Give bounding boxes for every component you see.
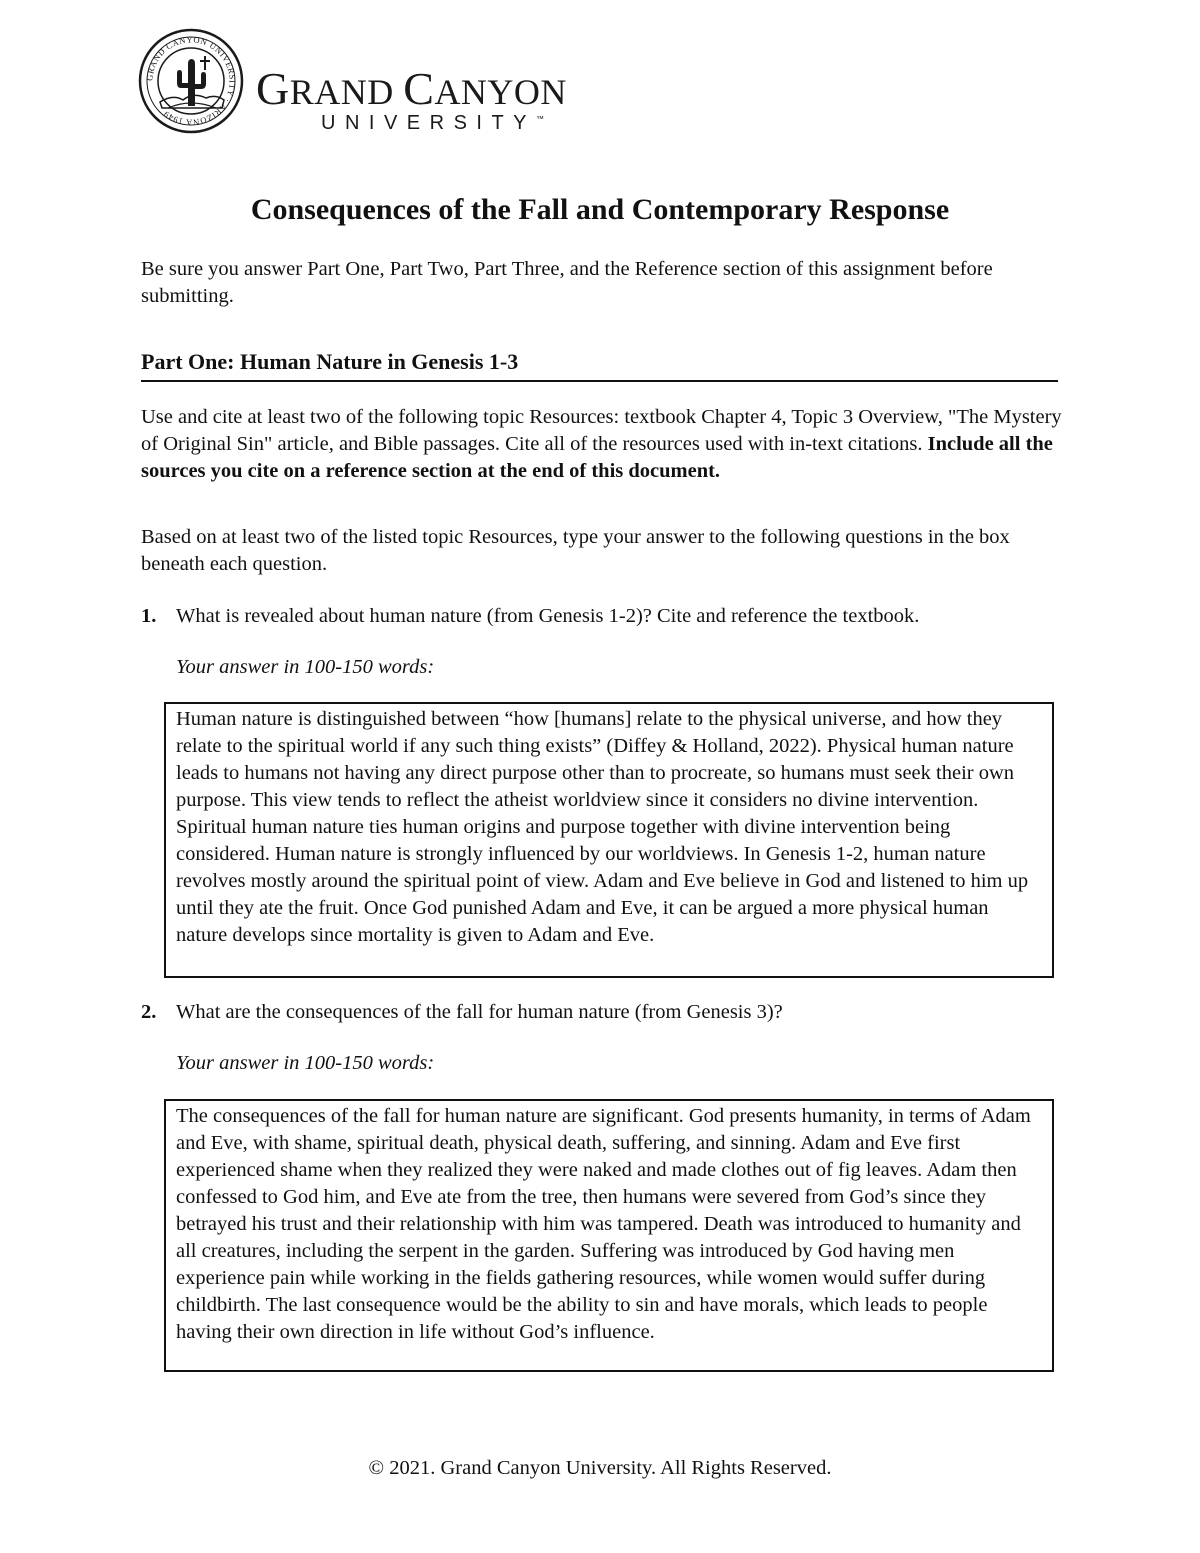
seal-text: GRAND CANYON UNIVERSITY · ARIZONA 1949	[144, 34, 238, 128]
university-subtitle: UNIVERSITY™	[321, 112, 545, 134]
university-logo	[138, 28, 618, 134]
document-title: Consequences of the Fall and Contemporary Response	[250, 193, 950, 226]
university-name: GRAND CANYON	[256, 63, 567, 114]
answer-prompt: Your answer in 100-150 words:	[176, 1052, 435, 1074]
answer-box[interactable]: The consequences of the fall for human nature are significant. God presents humanity, in terms of Adam and Eve, with shame, spiritual death, physical death, suffering, and sinning. Adam and Eve first experienced shame when they realized they were naked and made clothes out of fig leaves. Adam then confessed to God him, and Eve ate from the tree, then humans were severed from God’s since they betrayed his trust and their relationship with him was tampered. Death was introduced to humanity and all creatures, including the serpent in the garden. Suffering was introduced by God having men experience pain while working in the fields gathering resources, while women would suffer during childbirth. The last consequence would be the ability to sin and have morals, which leads to people having their own direction in life without God’s influence.	[164, 1099, 1054, 1372]
part-one-heading: Part One: Human Nature in Genesis 1-3	[141, 348, 1058, 382]
question-number: 1.	[141, 605, 157, 627]
question-text: What are the consequences of the fall for human nature (from Genesis 3)?	[176, 1001, 783, 1023]
question-number: 2.	[141, 1001, 157, 1023]
part-one-intro-text: Use and cite at least two of the following topic Resources: textbook Chapter 4, Topic 3 Overview, "The Mystery of Original Sin" article, and Bible passages. Cite all of the resources used with in-text citations.	[141, 406, 1062, 455]
part-one-directions: Based on at least two of the listed topic Resources, type your answer to the following questions in the box beneath each question.	[141, 526, 1010, 575]
question-text: What is revealed about human nature (from Genesis 1-2)? Cite and reference the textbook.	[176, 605, 920, 627]
part-one-intro	[141, 404, 1071, 485]
copyright-footer: © 2021. Grand Canyon University. All Rights Reserved.	[368, 1457, 832, 1479]
instructions: Be sure you answer Part One, Part Two, Part Three, and the Reference section of this assignment before submitting.	[141, 258, 993, 307]
answer-prompt: Your answer in 100-150 words:	[176, 656, 435, 678]
university-seal-icon	[138, 28, 244, 134]
part-one-intro-bold: Include all the sources you cite on a reference section at the end of this document.	[141, 433, 1053, 482]
answer-box[interactable]: Human nature is distinguished between “how [humans] relate to the physical universe, and how they relate to the spiritual world if any such thing exists” (Diffey & Holland, 2022). Physical human nature leads to humans not having any direct purpose other than to procreate, so humans must seek their own purpose. This view tends to reflect the atheist worldview since it considers no divine intervention. Spiritual human nature ties human origins and purpose together with divine intervention being considered. Human nature is strongly influenced by our worldviews. In Genesis 1-2, human nature revolves mostly around the spiritual point of view. Adam and Eve believe in God and listened to him up until they ate the fruit. Once God punished Adam and Eve, it can be argued a more physical human nature develops since mortality is given to Adam and Eve.	[164, 702, 1054, 978]
